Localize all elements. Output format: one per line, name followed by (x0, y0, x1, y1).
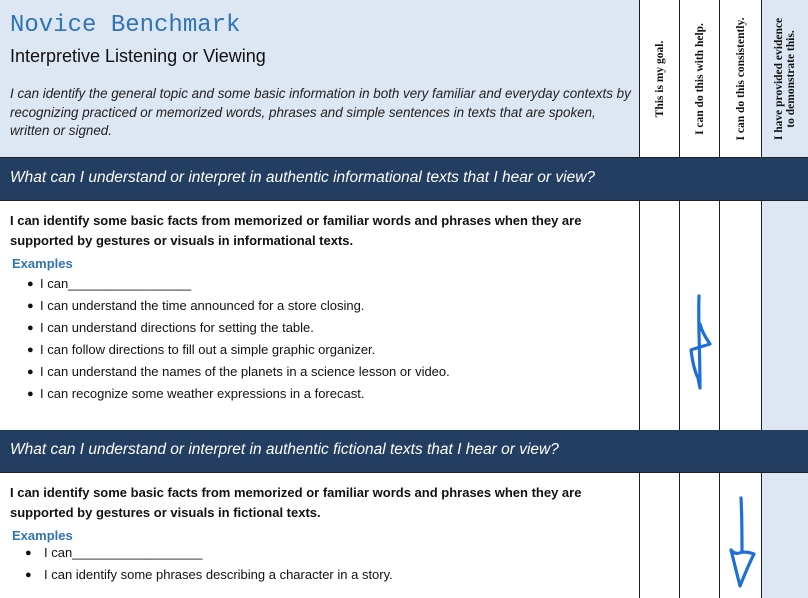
statement-line-2: supported by gestures or visuals in informational texts. (10, 232, 354, 248)
column-header-goal (639, 0, 679, 158)
bullet-icon: ● (27, 344, 34, 356)
can-do-statement-fictional (10, 483, 630, 522)
bullet-icon: ● (27, 278, 34, 290)
bullet-icon: ● (27, 388, 34, 400)
header-panel (0, 0, 639, 158)
benchmark-description: I can identify the general topic and some basic information in both very familiar and everyday contexts by recognizing practiced or memorized words, phrases and simple sentences in texts that are spoken, written or signed. (10, 86, 631, 139)
statement-line-2: supported by gestures or visuals in fictional texts. (10, 504, 321, 520)
section-body-informational: I can identify some basic facts from memorized or familiar words and phrases when they are supported by gestures or visuals in informational texts. Examples ● I can_________________ ● I can understand the time announced for a store closing. ● I can understand directions for setting the table. ● I can follow directions to fill out a simple graphic organizer. ● I can understand the names of the planets in a science lesson or video. ● I can recognize some weather expressions in a forecast. (0, 200, 639, 430)
bullet-icon: ● (27, 300, 34, 312)
bullet-icon: ● (27, 322, 34, 334)
checkbox-cell-consistently[interactable] (719, 472, 761, 598)
section-bar-fictional (0, 430, 808, 472)
bullet-icon: ● (27, 366, 34, 378)
statement-line-1: I can identify some basic facts from memorized or familiar words and phrases when they are (10, 213, 582, 228)
column-label-goal: This is my goal. (653, 40, 666, 117)
examples-label: Examples (12, 256, 73, 271)
column-header-consistently (719, 0, 761, 158)
page-subtitle: Interpretive Listening or Viewing (10, 46, 266, 66)
checkbox-cell-goal[interactable] (639, 200, 679, 430)
checkmark-icon (682, 292, 718, 398)
column-header-with-help (679, 0, 719, 158)
checkbox-cell-with-help[interactable] (679, 472, 719, 598)
column-label-evidence-line1: I have provided evidence (773, 17, 785, 140)
checkbox-cell-with-help[interactable] (679, 200, 719, 430)
checkbox-cell-evidence[interactable] (761, 472, 808, 598)
checkbox-cell-evidence[interactable] (761, 200, 808, 430)
checkbox-cell-consistently[interactable] (719, 200, 761, 430)
column-label-evidence (773, 17, 797, 139)
checkbox-cell-goal[interactable] (639, 472, 679, 598)
can-do-statement-informational (10, 211, 630, 250)
column-label-with-help: I can do this with help. (693, 22, 706, 135)
page-title: Novice Benchmark (10, 12, 241, 39)
section-body-fictional: I can identify some basic facts from memorized or familiar words and phrases when they are supported by gestures or visuals in fictional texts. Examples ● I can__________________ ● I can identify some phrases describing a character in a story. (0, 472, 639, 598)
section-question-fictional: What can I understand or interpret in authentic fictional texts that I hear or view? (10, 441, 559, 458)
section-bar-informational (0, 158, 808, 200)
bullet-icon: ● (25, 569, 32, 581)
column-label-consistently: I can do this consistently. (734, 16, 747, 141)
section-question-informational: What can I understand or interpret in authentic informational texts that I hear or view? (10, 169, 596, 186)
statement-line-1: I can identify some basic facts from memorized or familiar words and phrases when they are (10, 485, 582, 500)
checkmark-icon (724, 494, 760, 594)
row-divider (0, 200, 808, 201)
bullet-icon: ● (25, 547, 32, 559)
column-label-evidence-line2: to demonstrate this. (785, 29, 797, 128)
column-header-evidence (761, 0, 808, 158)
row-divider (0, 472, 808, 473)
examples-label: Examples (12, 528, 73, 543)
